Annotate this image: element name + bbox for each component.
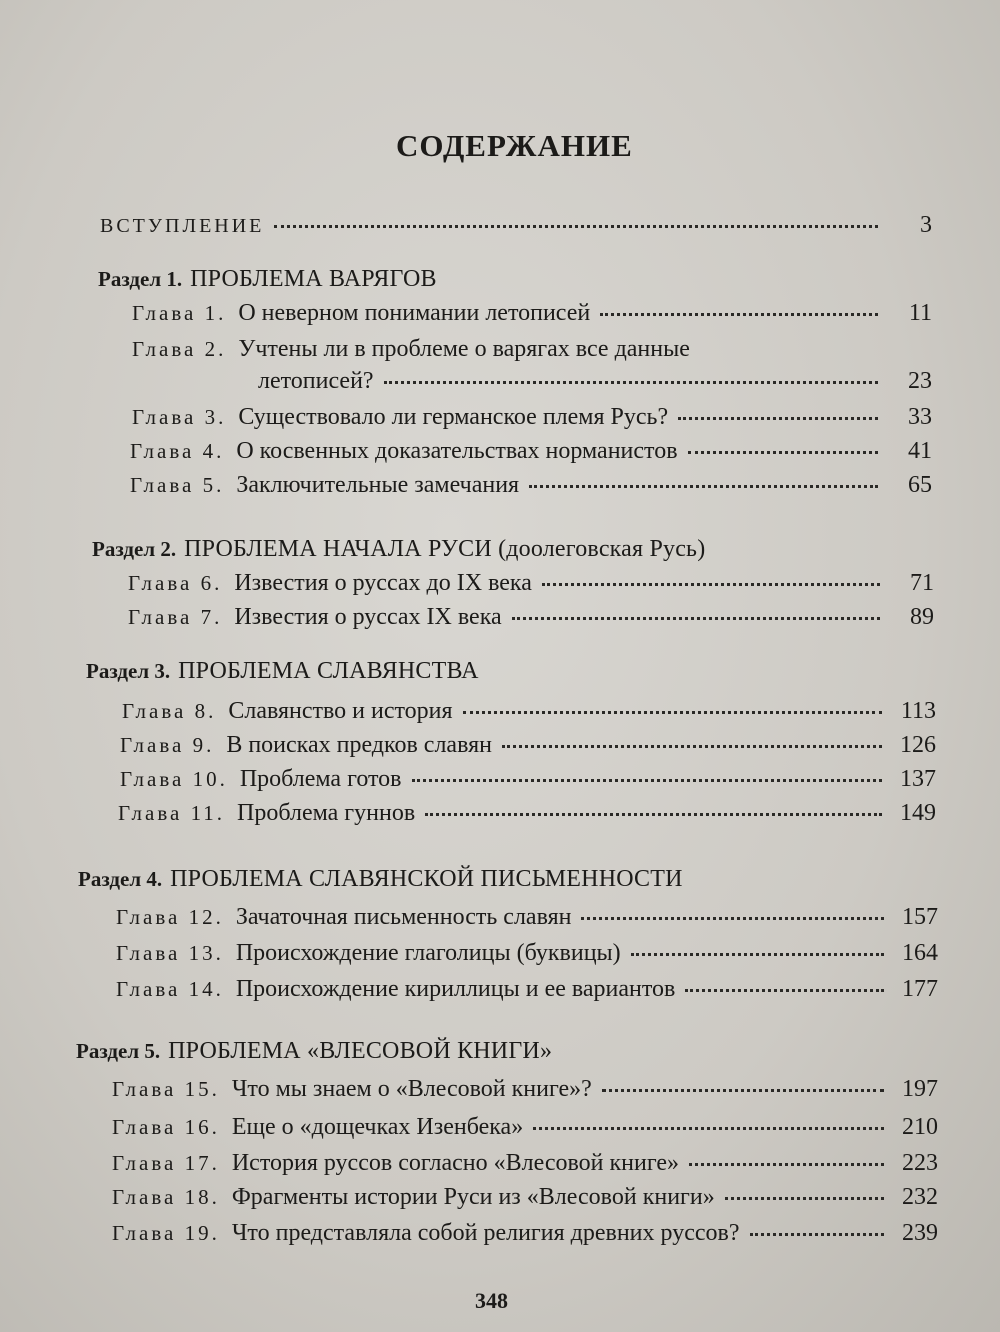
chapter-label: Глава 13. xyxy=(116,941,224,965)
chapter-label: Глава 11. xyxy=(118,801,226,825)
section-title: ПРОБЛЕМА ВАРЯГОВ xyxy=(190,266,437,292)
chapter-label: Глава 15. xyxy=(112,1077,220,1101)
page-number: 197 xyxy=(902,1076,938,1102)
folio-page-number: 348 xyxy=(475,1288,508,1313)
dot-leader xyxy=(502,745,882,748)
chapter-title: Славянство и история xyxy=(228,698,453,724)
dot-leader xyxy=(689,1163,884,1166)
dot-leader xyxy=(600,313,878,316)
section-heading xyxy=(76,1036,552,1066)
chapter-label: Глава 19. xyxy=(112,1221,220,1245)
toc-chapter xyxy=(130,436,932,466)
chapter-title: Что представляла собой религия древних руссов? xyxy=(231,1220,740,1246)
chapter-label: Глава 18. xyxy=(112,1185,220,1209)
chapter-title: В поисках предков славян xyxy=(226,732,492,758)
chapter-title-continuation: летописей? xyxy=(258,368,374,394)
page-number: 3 xyxy=(920,212,932,238)
chapter-title: Происхождение кириллицы и ее вариантов xyxy=(235,976,676,1002)
toc-chapter xyxy=(128,602,934,632)
chapter-label: Глава 5. xyxy=(130,473,225,497)
toc-chapter xyxy=(120,730,936,760)
chapter-label: Глава 7. xyxy=(128,605,223,629)
toc-chapter xyxy=(112,1182,938,1212)
dot-leader xyxy=(463,711,882,714)
toc-chapter xyxy=(132,298,932,328)
toc-chapter xyxy=(118,798,936,828)
dot-leader xyxy=(750,1233,885,1236)
chapter-title: Происхождение глаголицы (буквицы) xyxy=(235,940,621,966)
section-heading xyxy=(86,656,479,686)
chapter-label: Глава 17. xyxy=(112,1151,220,1175)
section-title: ПРОБЛЕМА НАЧАЛА РУСИ (доолеговская Русь) xyxy=(184,536,706,562)
toc-chapter xyxy=(112,1218,938,1248)
section-label: Раздел 4. xyxy=(78,867,163,891)
chapter-label: Глава 12. xyxy=(116,905,224,929)
chapter-title: О косвенных доказательствах норманистов xyxy=(236,438,678,464)
toc-chapter xyxy=(128,568,934,598)
chapter-label: Глава 14. xyxy=(116,977,224,1001)
dot-leader xyxy=(274,225,878,228)
section-heading xyxy=(78,864,683,894)
page-number: 65 xyxy=(908,472,932,498)
toc-chapter-continuation xyxy=(258,366,932,396)
toc-chapter xyxy=(130,470,932,500)
dot-leader xyxy=(425,813,882,816)
dot-leader xyxy=(725,1197,884,1200)
section-label: Раздел 3. xyxy=(86,659,171,683)
page-number: 89 xyxy=(910,604,934,630)
toc-intro xyxy=(100,210,932,241)
page-number: 113 xyxy=(900,698,936,724)
section-title: ПРОБЛЕМА СЛАВЯНСКОЙ ПИСЬМЕННОСТИ xyxy=(170,866,683,892)
page-number: 23 xyxy=(908,368,932,394)
page-number: 232 xyxy=(902,1184,938,1210)
chapter-title: Проблема готов xyxy=(239,766,402,792)
toc-chapter xyxy=(132,334,690,364)
page-number: 33 xyxy=(908,404,932,430)
dot-leader xyxy=(602,1089,884,1092)
chapter-title: Существовало ли германское племя Русь? xyxy=(238,404,669,430)
section-heading xyxy=(98,264,437,294)
toc-chapter xyxy=(112,1074,938,1104)
dot-leader xyxy=(512,617,880,620)
dot-leader xyxy=(685,989,884,992)
section-title: ПРОБЛЕМА «ВЛЕСОВОЙ КНИГИ» xyxy=(168,1038,553,1064)
dot-leader xyxy=(581,917,884,920)
chapter-label: Глава 9. xyxy=(120,733,215,757)
section-label: Раздел 2. xyxy=(92,537,177,561)
chapter-label: Глава 8. xyxy=(122,699,217,723)
chapter-title: Заключительные замечания xyxy=(236,472,520,498)
page-number: 223 xyxy=(902,1150,938,1176)
toc-chapter xyxy=(120,764,936,794)
chapter-title: Учтены ли в проблеме о варягах все данные xyxy=(238,336,690,362)
dot-leader xyxy=(688,451,878,454)
toc-chapter xyxy=(112,1112,938,1142)
dot-leader xyxy=(678,417,878,420)
dot-leader xyxy=(384,381,878,384)
chapter-label: Глава 2. xyxy=(132,337,227,361)
chapter-title: Известия о руссах до IX века xyxy=(234,570,532,596)
chapter-title: О неверном понимании летописей xyxy=(238,300,591,326)
chapter-title: История руссов согласно «Влесовой книге» xyxy=(231,1150,680,1176)
chapter-title: Еще о «дощечках Изенбека» xyxy=(231,1114,524,1140)
dot-leader xyxy=(542,583,880,586)
dot-leader xyxy=(533,1127,884,1130)
page-number: 137 xyxy=(900,766,936,792)
toc-chapter xyxy=(132,402,932,432)
chapter-label: Глава 6. xyxy=(128,571,223,595)
chapter-title: Известия о руссах IX века xyxy=(234,604,502,630)
chapter-label: Глава 4. xyxy=(130,439,225,463)
toc-chapter xyxy=(116,974,938,1004)
dot-leader xyxy=(412,779,882,782)
chapter-title: Что мы знаем о «Влесовой книге»? xyxy=(231,1076,592,1102)
page-number: 157 xyxy=(902,904,938,930)
dot-leader xyxy=(529,485,878,488)
chapter-label: Глава 10. xyxy=(120,767,228,791)
chapter-title: Фрагменты истории Руси из «Влесовой книги» xyxy=(231,1184,715,1210)
section-heading xyxy=(92,534,705,564)
page-number: 164 xyxy=(902,940,938,966)
section-label: Раздел 1. xyxy=(98,267,183,291)
page-number: 11 xyxy=(908,300,932,326)
toc-chapter xyxy=(122,696,936,726)
page-number: 41 xyxy=(908,438,932,464)
page-number: 71 xyxy=(910,570,934,596)
chapter-label: Глава 16. xyxy=(112,1115,220,1139)
dot-leader xyxy=(631,953,884,956)
page-number: 239 xyxy=(902,1220,938,1246)
chapter-label: Глава 1. xyxy=(132,301,227,325)
chapter-label: Глава 3. xyxy=(132,405,227,429)
chapter-title: Зачаточная письменность славян xyxy=(235,904,572,930)
section-title: ПРОБЛЕМА СЛАВЯНСТВА xyxy=(178,658,479,684)
chapter-title: Проблема гуннов xyxy=(237,800,416,826)
section-label: Раздел 5. xyxy=(76,1039,161,1063)
toc-chapter xyxy=(112,1148,938,1178)
page-number: 210 xyxy=(902,1114,938,1140)
page-number: 177 xyxy=(902,976,938,1002)
page-title: СОДЕРЖАНИЕ xyxy=(396,128,633,163)
toc-chapter xyxy=(116,938,938,968)
toc-chapter xyxy=(116,902,938,932)
intro-label: ВСТУПЛЕНИЕ xyxy=(100,215,265,237)
page-number: 126 xyxy=(900,732,936,758)
page-number: 149 xyxy=(900,800,936,826)
